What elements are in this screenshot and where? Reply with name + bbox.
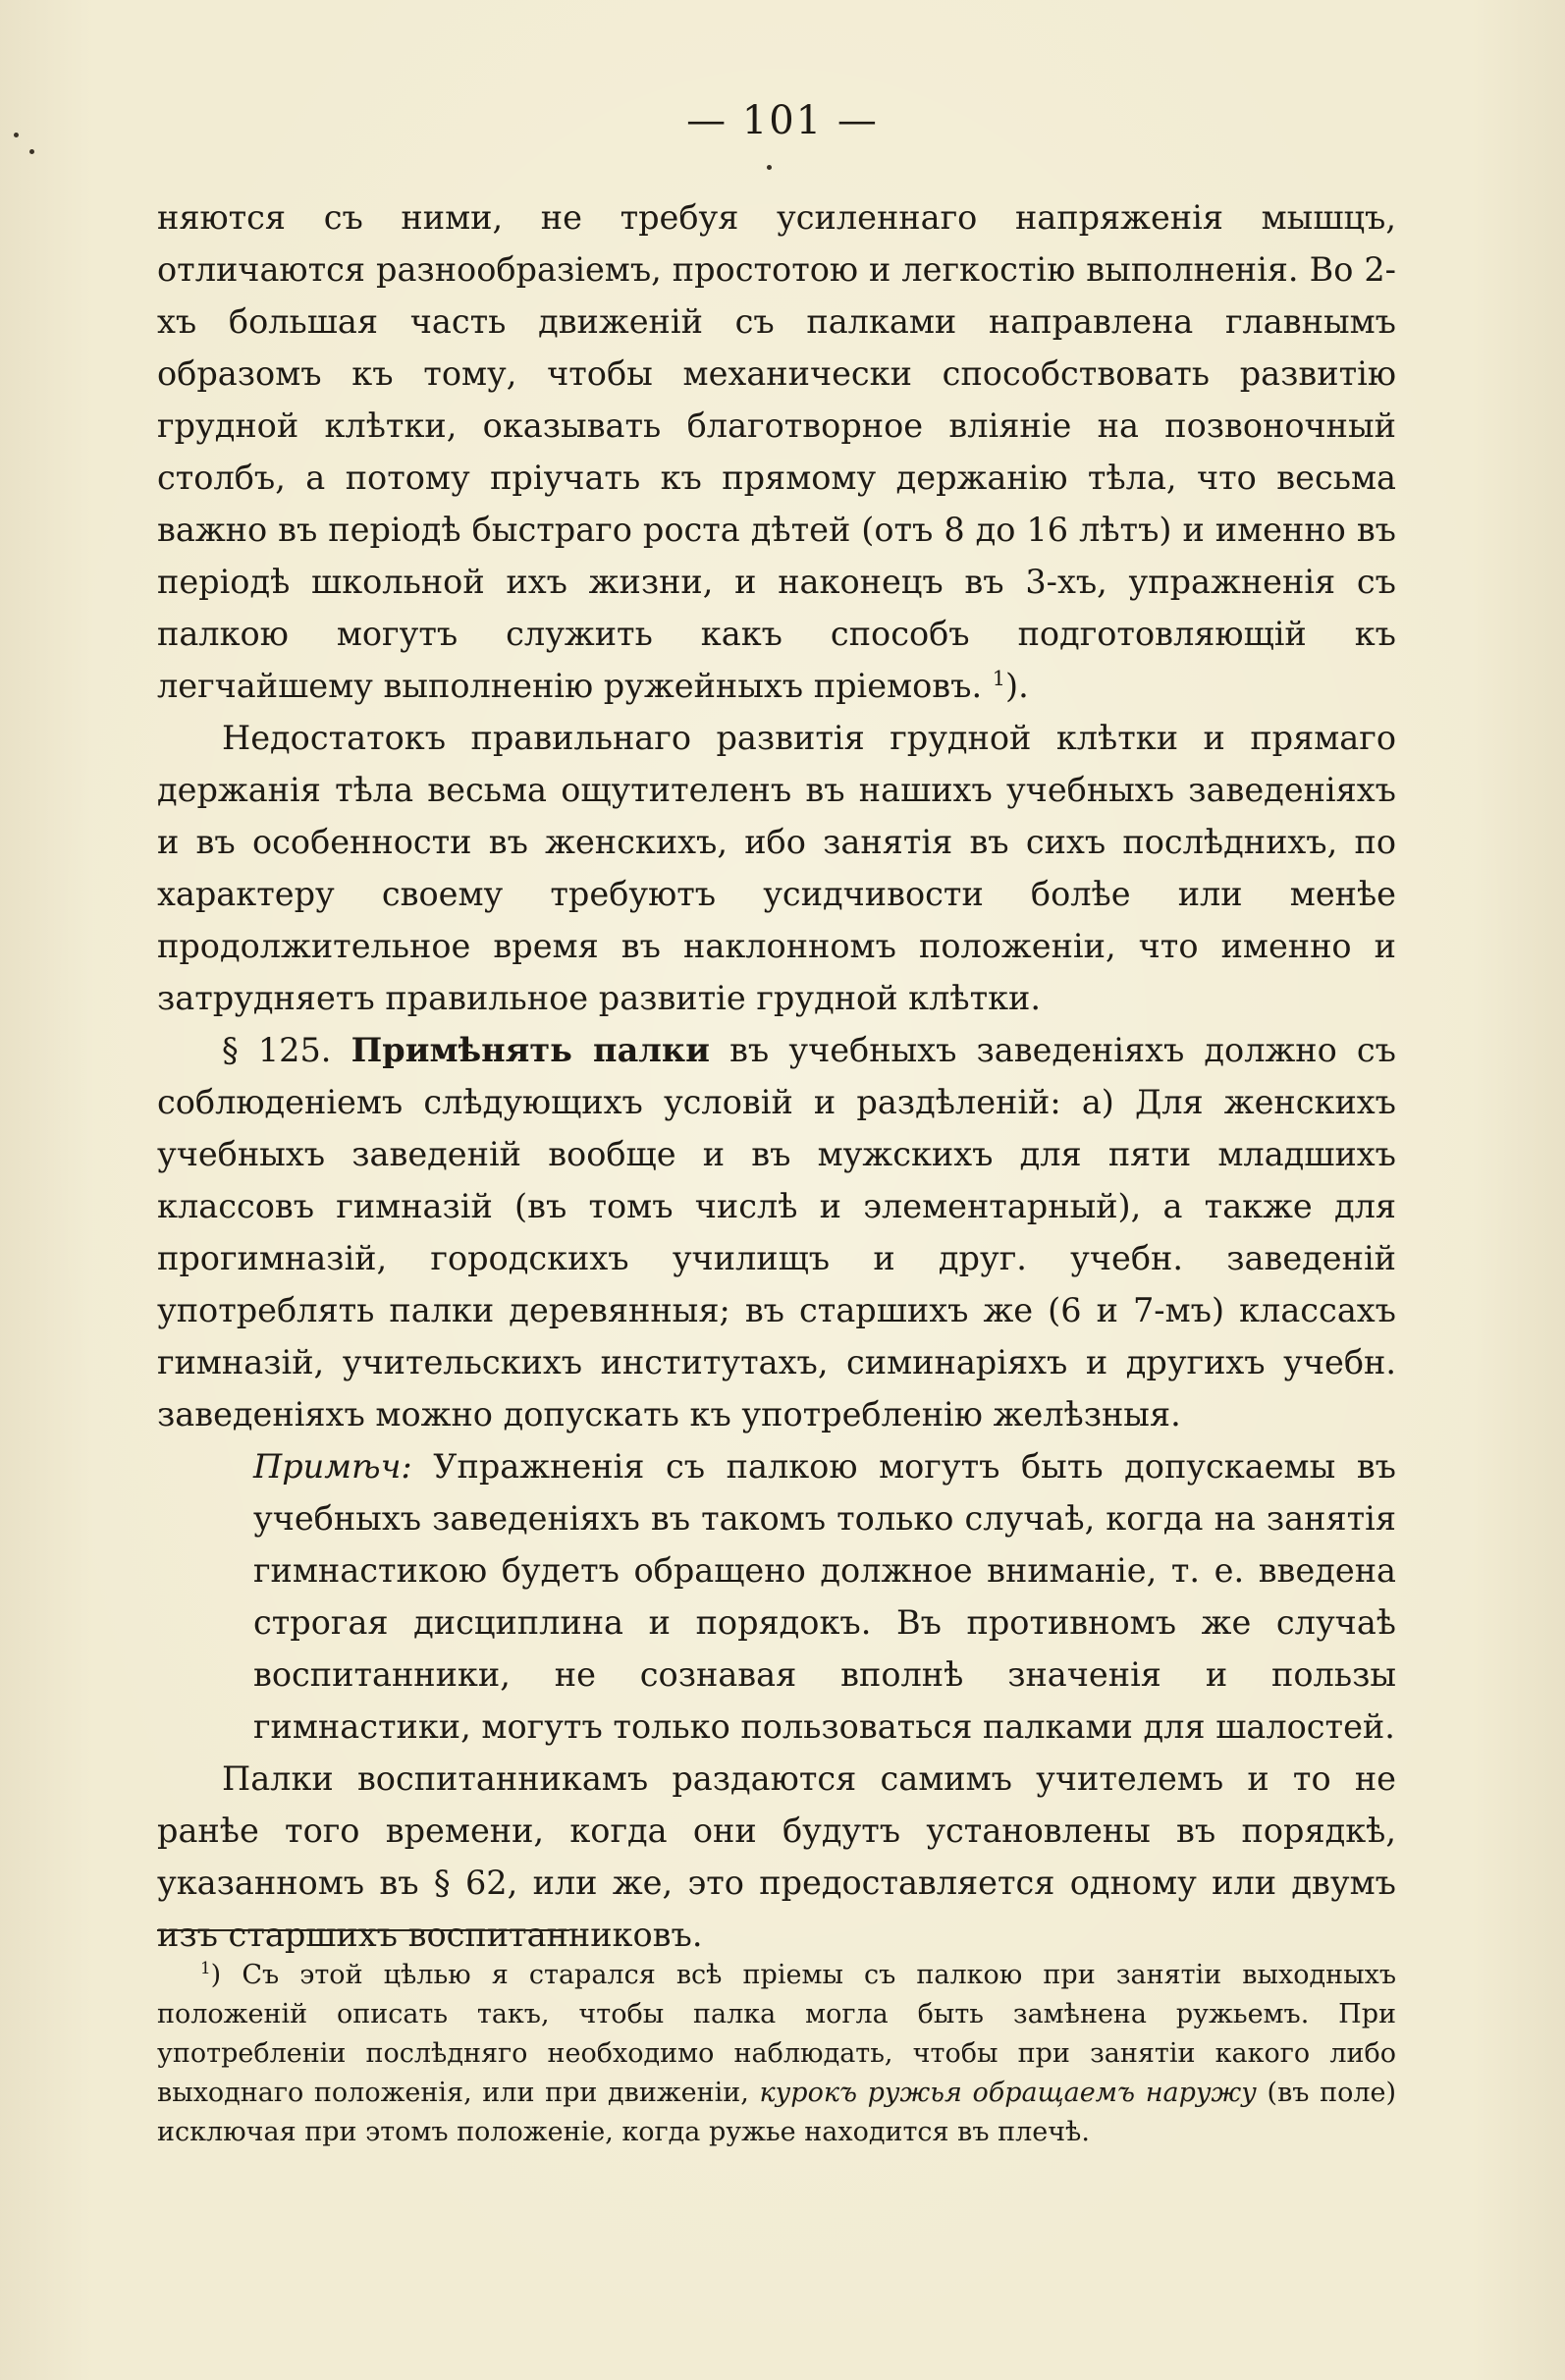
footnote-text: Съ этой цѣлью я старался всѣ пріемы съ палкою при занятіи выходныхъ положеній описать такъ, чтобы палка могла быть замѣнена ружьемъ. При употребленіи послѣдняго необходимо наблюдать, чтобы при занятіи какого либо выходнаго положенія, или при движеніи,: [157, 1960, 1396, 2108]
footnote-text-end: (въ поле) исключая при этомъ положеніе, когда ружье находится въ плечѣ.: [157, 2078, 1397, 2147]
paragraph: [157, 712, 1396, 1024]
paragraph-text: няются съ ними, не требуя усиленнаго напряженія мышцъ, отличаются разнообразіемъ, простотою и легкостію выполненія. Во 2-хъ большая часть движеній съ палками направлена главнымъ образомъ къ тому, чтобы механически способствовать развитію грудной клѣтки, оказывать благотворное вліяніе на позвоночный столбъ, а потому пріучать къ прямому держанію тѣла, что весьма важно въ періодѣ быстраго роста дѣтей (отъ 8 до 16 лѣтъ) и именно въ періодѣ школьной ихъ жизни, и наконецъ въ 3-хъ, упражненія съ палкою могутъ служить какъ способъ подготовляющій къ легчайшему выполненію ружейныхъ пріемовъ.: [157, 198, 1396, 705]
footnote-italic-text: курокъ ружья обращаемъ наружу: [759, 2078, 1257, 2108]
section-heading: Примѣнять палки: [351, 1031, 710, 1069]
paragraph-text: Недостатокъ правильнаго развитія грудной клѣтки и прямаго держанія тѣла весьма ощутителенъ въ нашихъ учебныхъ заведеніяхъ и въ особенности въ женскихъ, ибо занятія въ сихъ послѣднихъ, по характеру своему требуютъ усидчивости болѣе или менѣе продолжительное время въ наклонномъ положеніи, что именно и затрудняетъ правильное развитіе грудной клѣтки.: [157, 719, 1396, 1017]
note: [157, 1440, 1396, 1753]
footnote-reference-suffix: ).: [1005, 667, 1029, 705]
section-text: въ учебныхъ заведеніяхъ должно съ соблюденіемъ слѣдующихъ условій и раздѣленій: а) Для женскихъ учебныхъ заведеній вообще и въ мужскихъ для пяти младшихъ классовъ гимназій (въ томъ числѣ и элементарный), а также для прогимназій, городскихъ училищъ и друг. учебн. заведеній употреблять палки деревянныя; въ старшихъ же (6 и 7-мъ) классахъ гимназій, учительскихъ институтахъ, симинаріяхъ и другихъ учебн. заведеніяхъ можно допускать къ употребленію желѣзныя.: [157, 1031, 1396, 1433]
footnote: [157, 1956, 1396, 2152]
footnote-reference: 1: [992, 666, 1006, 690]
margin-speck: [29, 149, 34, 154]
note-text: Упражненія съ палкою могутъ быть допускаемы въ учебныхъ заведеніяхъ въ такомъ только случаѣ, когда на занятія гимнастикою будетъ обращено должное вниманіе, т. е. введена строгая дисциплина и порядокъ. Въ противномъ же случаѣ воспитанники, не сознавая вполнѣ значенія и пользы гимнастики, могутъ только пользоваться палками для шалостей.: [253, 1447, 1396, 1746]
paragraph-continued: [157, 191, 1396, 712]
main-text: [157, 191, 1396, 1961]
footnote-divider: [157, 1929, 569, 1931]
footnote-marker-suffix: ): [210, 1960, 222, 1990]
page-number: — 101 —: [686, 98, 879, 143]
margin-speck: [767, 165, 772, 170]
note-label: Примѣч:: [253, 1447, 412, 1486]
paragraph-text: Палки воспитанникамъ раздаются самимъ учителемъ и то не ранѣе того времени, когда они будутъ установлены въ порядкѣ, указанномъ въ § 62, или же, это предоставляется одному или двумъ изъ старшихъ воспитанниковъ.: [157, 1759, 1396, 1954]
section-paragraph: [157, 1024, 1396, 1440]
footnote-marker: 1: [200, 1958, 211, 1977]
section-number: § 125.: [222, 1031, 332, 1069]
